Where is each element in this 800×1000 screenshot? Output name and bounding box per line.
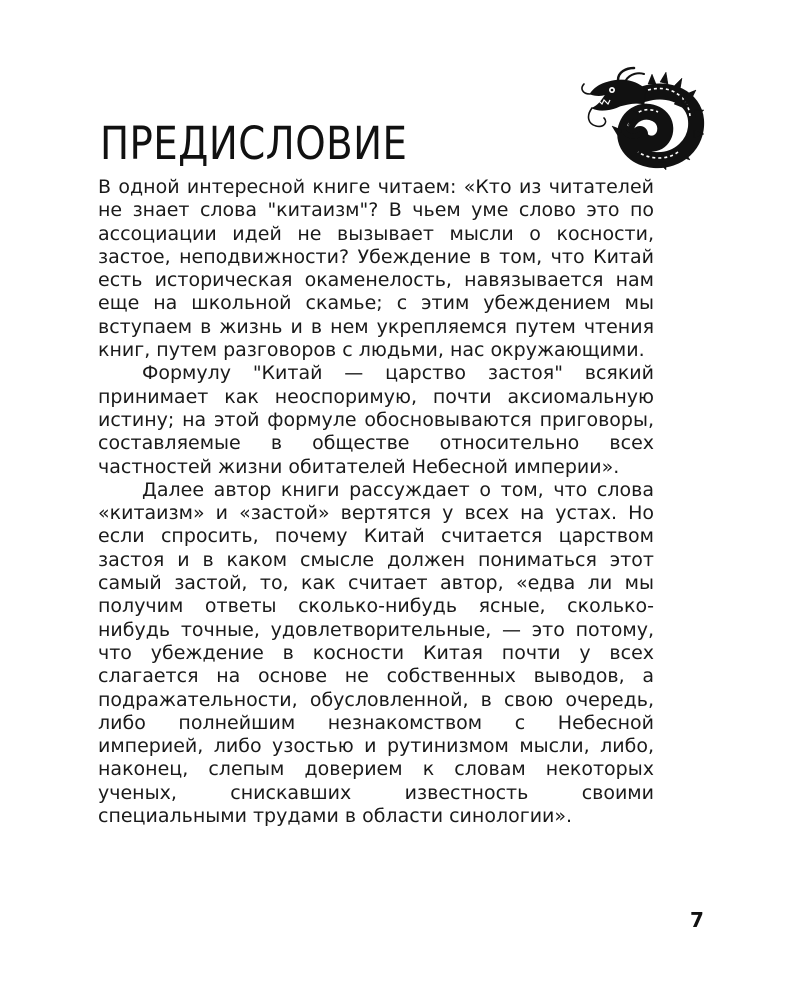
- paragraph: Далее автор книги рассуждает о том, что слова «китаизм» и «застой» вертятся у всех на устах. Но если спросить, почему Китай считается царством застоя и в каком смысле должен пониматься этот самый застой, то, как считает автор, «едва ли мы получим ответы сколько-нибудь ясные, сколько-нибудь точные, удовлетворительные, — это потому, что убеждение в косности Китая почти у всех слагается на основе не собственных выводов, а подражательности, обусловленной, в свою очередь, либо полнейшим незнакомством с Небесной империей, либо узостью и рутинизмом мысли, либо, наконец, слепым доверием к словам некоторых ученых, снискавших известность своими специальными трудами в области синологии».: [98, 478, 654, 828]
- chapter-body: [98, 176, 654, 828]
- dragon-icon: [578, 64, 708, 170]
- paragraph: В одной интересной книге читаем: «Кто из читателей не знает слова "китаизм"? В чьем уме слово это по ассоциации идей не вызывает мысли о косности, застое, неподвижности? Убеждение в том, что Китай есть историческая окаменелость, навязывается нам еще на школьной скамье; с этим убеждением мы вступаем в жизнь и в нем укрепляемся путем чтения книг, путем разговоров с людьми, нас окружающими.: [98, 176, 654, 362]
- chapter-title: ПРЕДИСЛОВИЕ: [100, 117, 408, 170]
- paragraph: Формулу "Китай — царство застоя" всякий принимает как неоспоримую, почти аксиомальную истину; на этой формуле обосновываются приговоры, составляемые в обществе относительно всех частностей жизни обитателей Небесной империи».: [98, 362, 654, 478]
- page-number: 7: [690, 908, 704, 932]
